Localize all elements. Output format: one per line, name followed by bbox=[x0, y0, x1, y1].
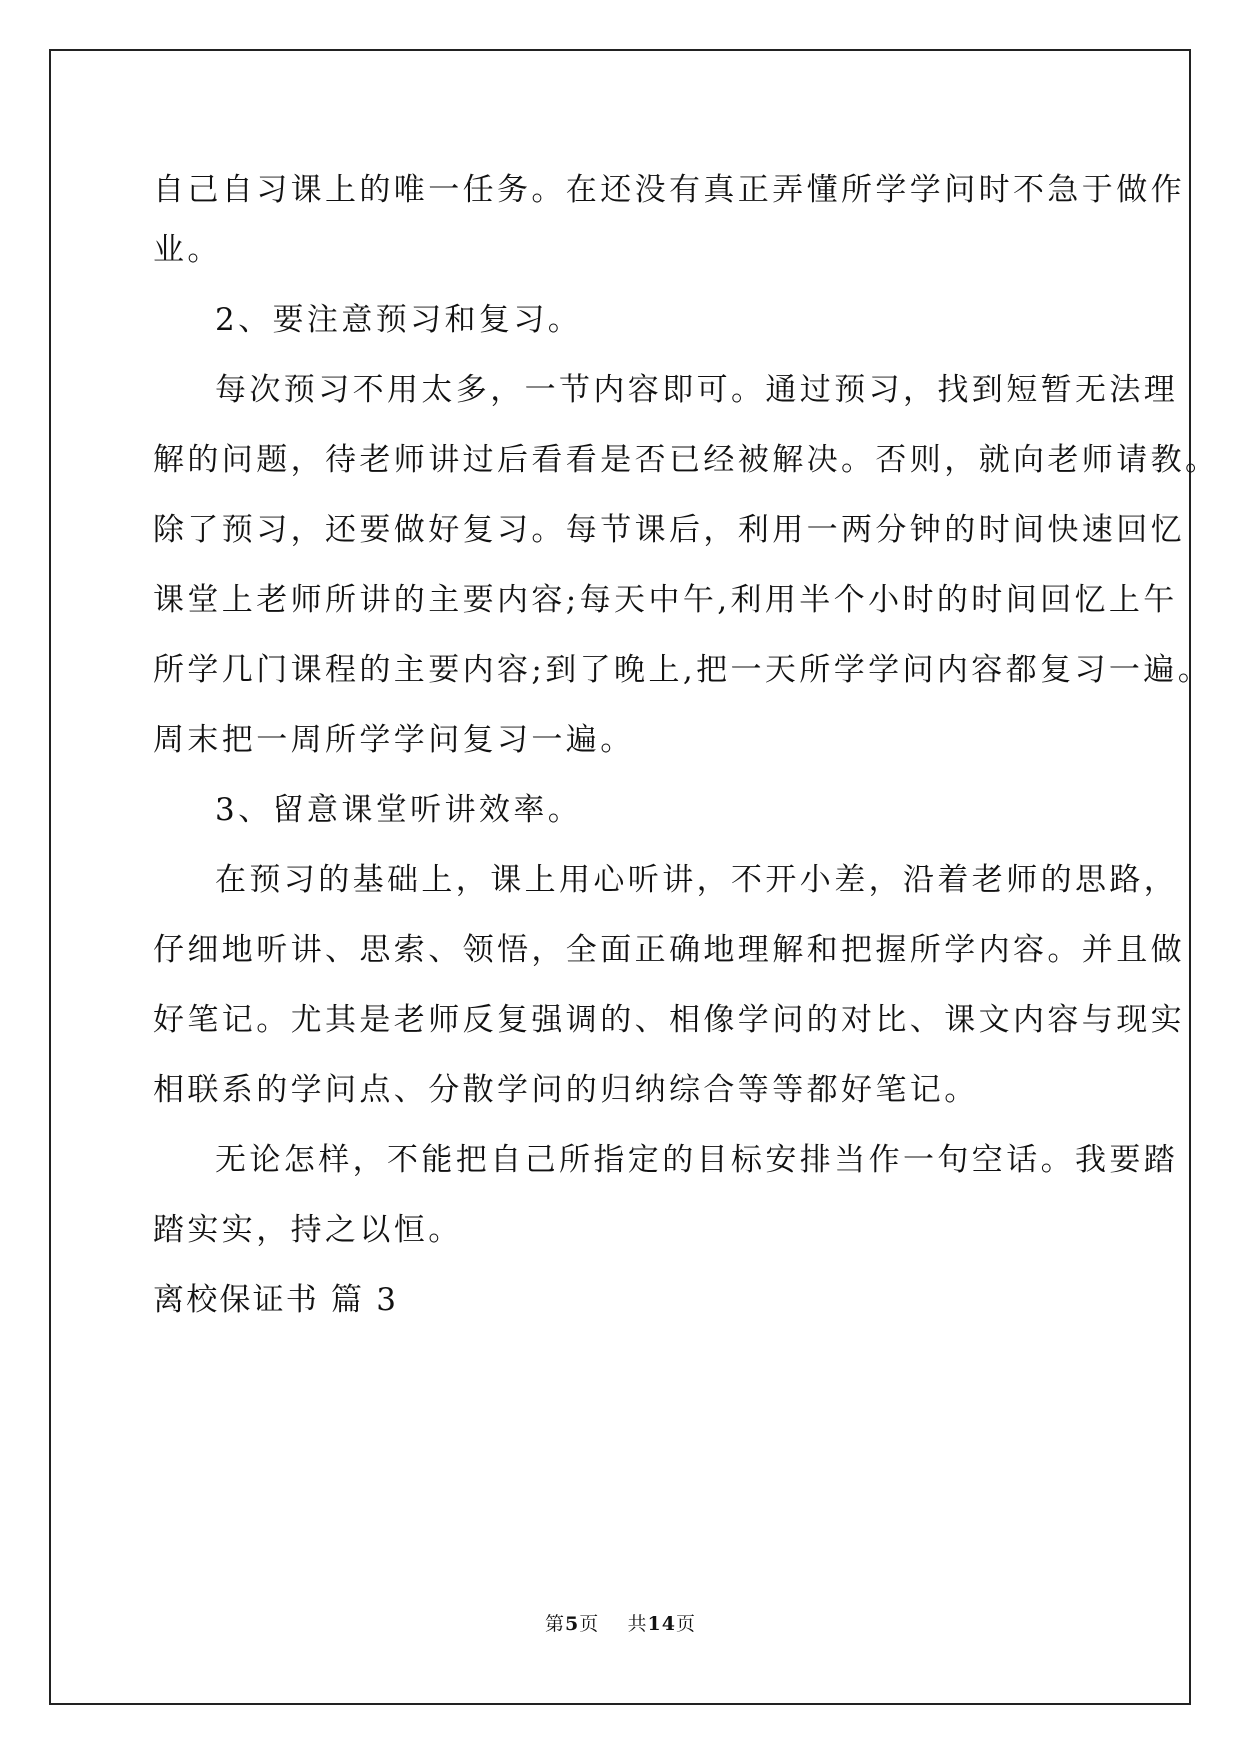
current-page-number: 5 bbox=[565, 1613, 580, 1635]
page-footer bbox=[0, 1609, 1241, 1636]
total-page-count: 14 bbox=[647, 1613, 676, 1635]
paragraph-line: 解的问题，待老师讲过后看看是否已经被解决。否则，就向老师请教。 bbox=[153, 442, 1220, 478]
paragraph-line: 周末把一周所学学问复习一遍。 bbox=[153, 722, 635, 758]
paragraph-line: 踏实实，持之以恒。 bbox=[153, 1212, 463, 1248]
footer-prefix: 第 bbox=[545, 1613, 566, 1635]
paragraph-line: 仔细地听讲、思索、领悟，全面正确地理解和把握所学内容。并且做 bbox=[153, 932, 1185, 968]
paragraph-line: 在预习的基础上，课上用心听讲，不开小差，沿着老师的思路， bbox=[215, 862, 1179, 898]
paragraph-line: 相联系的学问点、分散学问的归纳综合等等都好笔记。 bbox=[153, 1072, 979, 1108]
paragraph-line: 除了预习，还要做好复习。每节课后，利用一两分钟的时间快速回忆 bbox=[153, 512, 1185, 548]
paragraph-line: 课堂上老师所讲的主要内容;每天中午,利用半个小时的时间回忆上午 bbox=[153, 582, 1178, 618]
paragraph-line: 每次预习不用太多，一节内容即可。通过预习，找到短暂无法理 bbox=[215, 372, 1179, 408]
section-title: 离校保证书 篇 3 bbox=[153, 1282, 399, 1318]
footer-total-prefix: 共 bbox=[627, 1613, 648, 1635]
paragraph-line: 无论怎样，不能把自己所指定的目标安排当作一句空话。我要踏 bbox=[215, 1142, 1179, 1178]
footer-total-suffix: 页 bbox=[675, 1613, 696, 1635]
paragraph-line: 自己自习课上的唯一任务。在还没有真正弄懂所学学问时不急于做作 bbox=[153, 172, 1185, 208]
paragraph-line: 业。 bbox=[153, 232, 222, 268]
paragraph-line: 所学几门课程的主要内容;到了晚上,把一天所学学问内容都复习一遍。 bbox=[153, 652, 1213, 688]
paragraph-line: 好笔记。尤其是老师反复强调的、相像学问的对比、课文内容与现实 bbox=[153, 1002, 1185, 1038]
section-heading: 2、要注意预习和复习。 bbox=[215, 302, 583, 338]
section-heading: 3、留意课堂听讲效率。 bbox=[215, 792, 583, 828]
footer-page-suffix: 页 bbox=[579, 1613, 600, 1635]
